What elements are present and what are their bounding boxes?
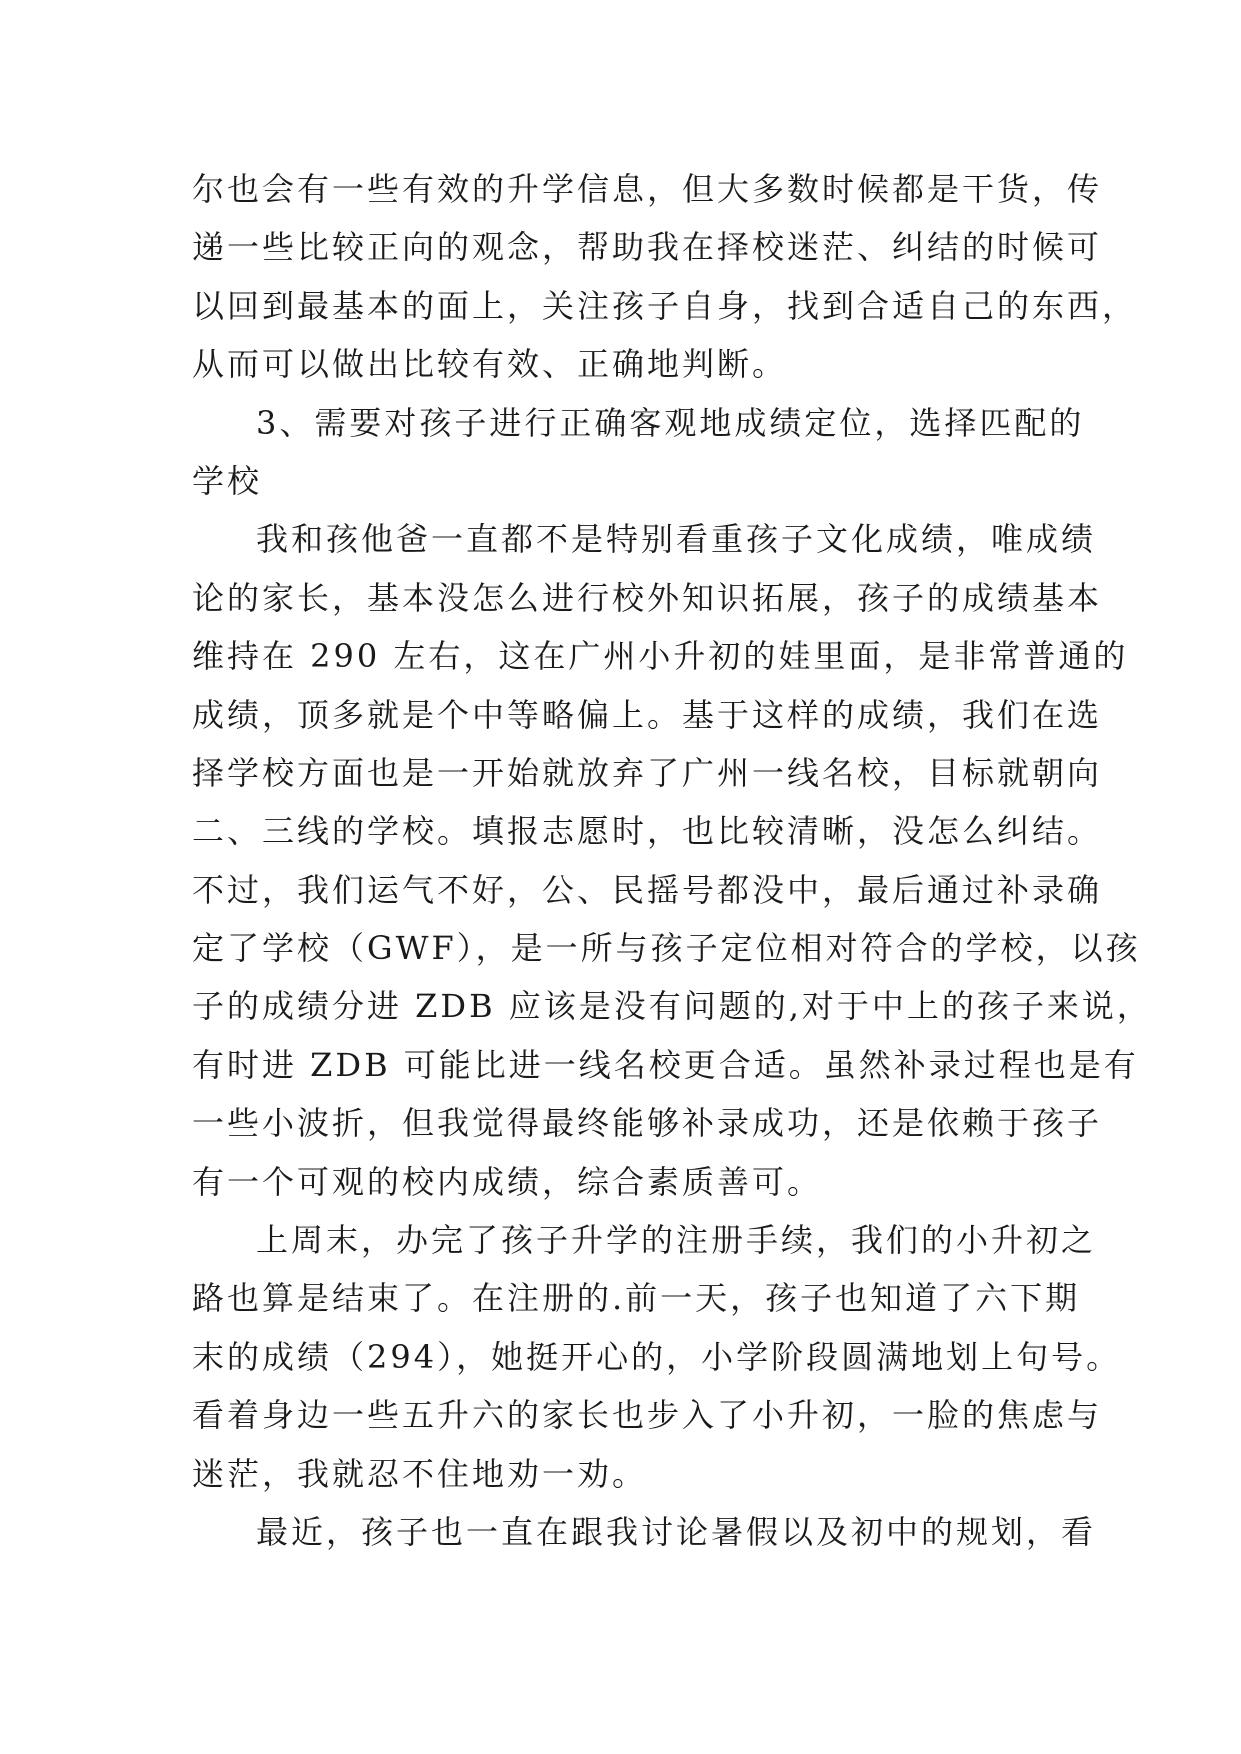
text-line: 末的成绩（294），她挺开心的，小学阶段圆满地划上句号。 bbox=[192, 1337, 1122, 1376]
text-line: 论的家长，基本没怎么进行校外知识拓展，孩子的成绩基本 bbox=[192, 578, 1103, 617]
text-line: 路也算是结束了。在注册的.前一天，孩子也知道了六下期 bbox=[192, 1279, 1081, 1318]
text-line: 看着身边一些五升六的家长也步入了小升初，一脸的焦虑与 bbox=[192, 1396, 1103, 1435]
text-line: 迷茫，我就忍不住地劝一劝。 bbox=[192, 1454, 648, 1493]
text-line: 3、需要对孩子进行正确客观地成绩定位，选择匹配的 bbox=[256, 403, 1085, 442]
text-line: 择学校方面也是一开始就放弃了广州一线名校，目标就朝向 bbox=[192, 753, 1103, 792]
text-line: 学校 bbox=[192, 461, 263, 500]
text-line: 从而可以做出比较有效、正确地判断。 bbox=[192, 345, 788, 384]
text-line: 最近，孩子也一直在跟我讨论暑假以及初中的规划，看 bbox=[256, 1512, 1097, 1551]
text-line: 定了学校（GWF），是一所与孩子定位相对符合的学校，以孩 bbox=[192, 929, 1141, 968]
text-line: 子的成绩分进 ZDB 应该是没有问题的,对于中上的孩子来说， bbox=[192, 987, 1152, 1026]
document-body bbox=[192, 160, 1152, 1561]
text-line: 我和孩他爸一直都不是特别看重孩子文化成绩，唯成绩 bbox=[256, 520, 1097, 559]
text-line: 尔也会有一些有效的升学信息，但大多数时候都是干货，传 bbox=[192, 170, 1103, 208]
text-line: 上周末，办完了孩子升学的注册手续，我们的小升初之 bbox=[256, 1221, 1097, 1260]
text-line: 有时进 ZDB 可能比进一线名校更合适。虽然补录过程也是有 bbox=[192, 1045, 1139, 1084]
text-line: 以回到最基本的面上，关注孩子自身，找到合适自己的东西， bbox=[192, 286, 1138, 325]
text-line: 递一些比较正向的观念，帮助我在择校迷茫、纠结的时候可 bbox=[192, 228, 1103, 267]
text-line: 成绩，顶多就是个中等略偏上。基于这样的成绩，我们在选 bbox=[192, 695, 1103, 734]
text-line: 有一个可观的校内成绩，综合素质善可。 bbox=[192, 1162, 823, 1201]
text-line: 不过，我们运气不好，公、民摇号都没中，最后通过补录确 bbox=[192, 870, 1103, 909]
text-line: 维持在 290 左右，这在广州小升初的娃里面，是非常普通的 bbox=[192, 637, 1129, 676]
text-line: 二、三线的学校。填报志愿时，也比较清晰，没怎么纠结。 bbox=[192, 812, 1103, 851]
text-line: 一些小波折，但我觉得最终能够补录成功，还是依赖于孩子 bbox=[192, 1104, 1103, 1143]
